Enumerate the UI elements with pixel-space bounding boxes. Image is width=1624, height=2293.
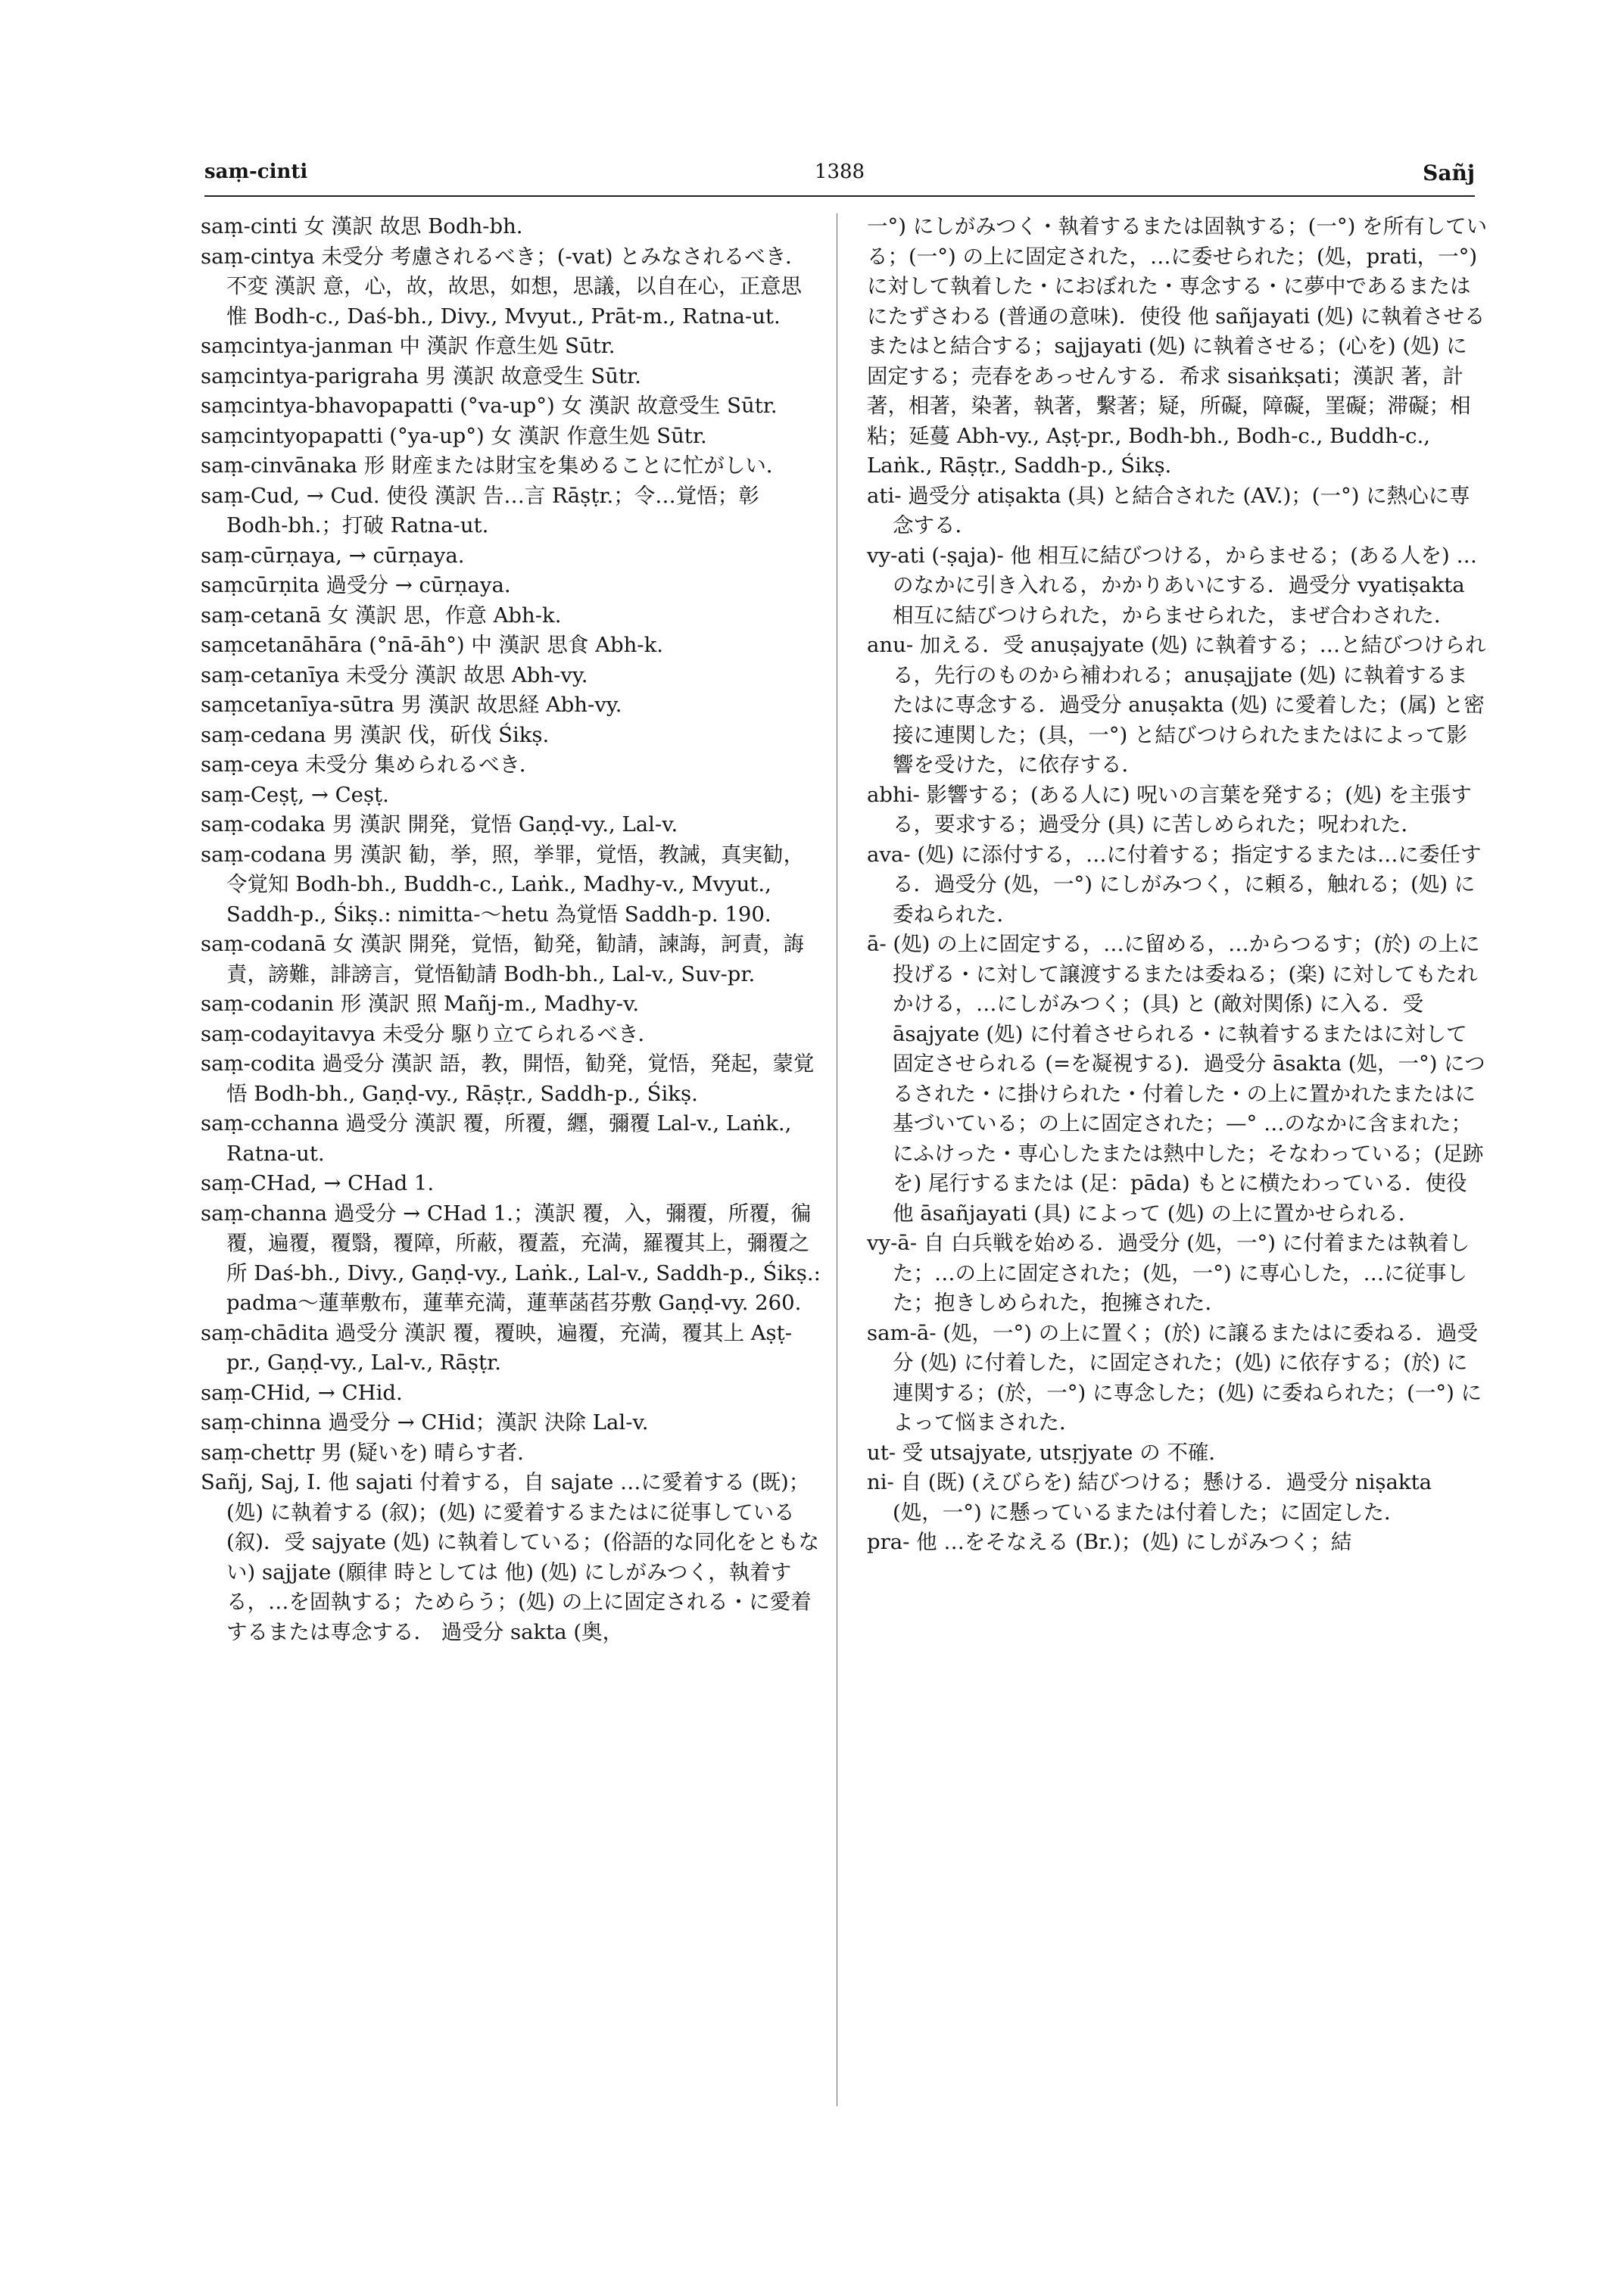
dictionary-entry: saṃ-codaka 男 漢訳 開発，覚悟 Gaṇḍ-vy., Lal-v.	[201, 812, 678, 837]
header-rule	[204, 195, 1475, 197]
dictionary-entry: saṃ-cetanīya 未受分 漢訳 故思 Abh-vy.	[201, 662, 588, 687]
dictionary-entry: saṃ-ceya 未受分 集められるべき．	[201, 752, 541, 777]
dictionary-entry: saṃ-chādita 過受分 漢訳 覆，覆映，遍覆，充満，覆其上 Aṣṭ-pr., Gaṇḍ-vy., Lal-v., Rāṣṭr.	[201, 1320, 793, 1375]
dictionary-entry: saṃcintya-parigraha 男 漢訳 故意受生 Sūtr.	[201, 363, 641, 388]
dictionary-entry: saṃ-Cud, → Cud. 使役 漢訳 告…言 Rāṣṭr.；令…覚悟；彰 Bodh-bh.；打破 Ratna-ut.	[201, 483, 759, 537]
dictionary-entry: saṃ-channa 過受分 → CHad 1.；漢訳 覆，入，彌覆，所覆，徧覆，遍覆，覆翳，覆障，所蔽，覆蓋，充満，羅覆其上，彌覆之所 Daś-bh., Divy., Gaṇḍ-vy., Laṅk., Lal-v., Saddh-p., Śikṣ.: padma～蓮華敷布，蓮華充満，蓮華菡萏芬敷 Gaṇḍ-vy. 260.	[201, 1201, 821, 1315]
dictionary-entry: saṃ-cinti 女 漢訳 故思 Bodh-bh.	[201, 214, 523, 238]
dictionary-entry: saṃ-Ceṣṭ, → Ceṣṭ.	[201, 782, 389, 807]
dictionary-entry: pra- 他 …をそなえる (Br.)；(処) にしがみつく；結	[867, 1530, 1352, 1554]
dictionary-entry: ni- 自 (既) (えびらを) 結びつける；懸ける．過受分 niṣakta (処，一°) に懸っているまたは付着した；に固定した．	[867, 1470, 1432, 1525]
dictionary-entry: saṃcetanīya-sūtra 男 漢訳 故思経 Abh-vy.	[201, 693, 622, 717]
dictionary-entry: saṃcetanāhāra (°nā-āh°) 中 漢訳 思食 Abh-k.	[201, 633, 664, 657]
dictionary-entry: saṃ-cetanā 女 漢訳 思，作意 Abh-k.	[201, 603, 562, 628]
dictionary-entry: saṃ-chinna 過受分 → CHid；漢訳 決除 Lal-v.	[201, 1410, 649, 1435]
dictionary-entry: saṃ-cedana 男 漢訳 伐，斫伐 Śikṣ.	[201, 722, 550, 747]
dictionary-entry: ati- 過受分 atiṣakta (具) と結合された (AV.)；(一°) に熱心に専念する．	[867, 483, 1470, 537]
dictionary-entry: saṃ-cinvānaka 形 財産または財宝を集めることに忙がしい．	[201, 453, 787, 478]
dictionary-entry: saṃcintya-janman 中 漢訳 作意生処 Sūtr.	[201, 334, 616, 358]
dictionary-entry: saṃcintyopapatti (°ya-up°) 女 漢訳 作意生処 Sūtr.	[201, 423, 707, 448]
dictionary-entry: saṃ-chettṛ 男 (疑いを) 晴らす者．	[201, 1440, 538, 1465]
dictionary-entry: vy-ā- 自 白兵戦を始める．過受分 (処，一°) に付着または執着した；…の上に固定された；(処，一°) に専心した，…に従事した；抱きしめられた，抱擁された．	[867, 1231, 1470, 1315]
dictionary-entry: saṃ-CHad, → CHad 1.	[201, 1171, 435, 1195]
dictionary-entry: saṃ-codanin 形 漢訳 照 Mañj-m., Madhy-v.	[201, 992, 640, 1016]
dictionary-entry: abhi- 影響する；(ある人に) 呪いの言葉を発する；(処) を主張する，要求する；過受分 (具) に苦しめられた；呪われた．	[867, 782, 1472, 837]
dictionary-entry: saṃ-codana 男 漢訳 勧，挙，照，挙罪，覚悟，教誡，真実勧，令覚知 Bodh-bh., Buddh-c., Laṅk., Madhy-v., Mvyut., Saddh-p., Śikṣ.: nimitta-～hetu 為覚悟 Saddh-p. 190.	[201, 842, 805, 927]
dictionary-entry: saṃ-cintya 未受分 考慮されるべき；(-vat) とみなされるべき．不変 漢訳 意，心，故，故思，如想，思議，以自在心，正意思惟 Bodh-c., Daś-bh., Divy., Mvyut., Prāt-m., Ratna-ut.	[201, 244, 806, 329]
right-column	[867, 212, 1488, 1558]
dictionary-entry: saṃ-cchanna 過受分 漢訳 覆，所覆，纒，彌覆 Lal-v., Laṅk., Ratna-ut.	[201, 1111, 792, 1166]
dictionary-entry: sam-ā- (処，一°) の上に置く；(於) に譲るまたはに委ねる．過受分 (処) に付着した，に固定された；(処) に依存する；(於) に連関する；(於，一°) に専念した；(処) に委ねられた；(一°) によって悩まされた．	[867, 1320, 1482, 1435]
dictionary-entry: Sañj, Saj, I. 他 sajati 付着する，自 sajate …に愛着する (既)；(処) に執着する (叙)；(処) に愛着するまたはに従事している (叙)．受 sajyate (処) に執着している；(俗語的な同化をともない) sajjate (願律 時としては 他) (処) にしがみつく，執着する，…を固執する；ためらう；(処) の上に固定される・に愛着するまたは専念する． 過受分 sakta (奥，	[201, 1470, 820, 1644]
dictionary-entry: saṃ-codita 過受分 漢訳 語，教，開悟，勧発，覚悟，発起，蒙覚悟 Bodh-bh., Gaṇḍ-vy., Rāṣṭr., Saddh-p., Śikṣ.	[201, 1051, 815, 1106]
page-number: 1388	[814, 160, 865, 183]
dictionary-entry: anu- 加える．受 anuṣajyate (処) に執着する；…と結びつけられる，先行のものから補われる；anuṣajjate (処) に執着するまたはに専念する．過受分 anuṣakta (処) に愛着した；(属) と密接に連関した；(具，一°) と結びつけられたまたはによって影響を受けた，に依存する．	[867, 633, 1486, 777]
dictionary-entry: ava- (処) に添付する，…に付着する；指定するまたは…に委任する．過受分 (処，一°) にしがみつく，に頼る，触れる；(処) に委ねられた．	[867, 842, 1482, 927]
dictionary-entry: saṃ-cūrṇaya, → cūrṇaya.	[201, 543, 465, 568]
dictionary-entry: saṃ-CHid, → CHid.	[201, 1380, 403, 1405]
dictionary-entry: saṃcūrṇita 過受分 → cūrṇaya.	[201, 573, 511, 597]
dictionary-entry: ā- (処) の上に固定する，…に留める，…からつるす；(於) の上に投げる・に対して譲渡するまたは委ねる；(楽) に対してもたれかける，…にしがみつく；(具) と (敵対関係) に入る．受 āsajyate (処) に付着させられる・に執着するまたはに対して固定させられる (=を凝視する)．過受分 āsakta (処，一°) につるされた・に掛けられた・付着した・の上に置かれたまたはに基づいている；の上に固定された；—° …のなかに含まれた；にふけった・専心したまたは熱中した；そなわっている；(足跡を) 尾行するまたは (足：pāda) もとに横たわっている．使役 他 āsañjayati (具) によって (処) の上に置かせられる．	[867, 932, 1485, 1226]
dictionary-entry: vy-ati (-ṣaja)- 他 相互に結びつける，からませる；(ある人を) …のなかに引き入れる，かかりあいにする．過受分 vyatiṣakta 相互に結びつけられた，からませられた，まぜ合わされた．	[867, 543, 1477, 628]
dictionary-entry-continued: 一°) にしがみつく・執着するまたは固執する；(一°) を所有している；(一°) の上に固定された，…に委せられた；(処，prati，一°) に対して執着した・におぼれた・専念する・に夢中であるまたはにたずさわる (普通の意味)．使役 他 sañjayati (処) に執着させるまたはと結合する；sajjayati (処) に執着させる；(心を) (処) に固定する；売春をあっせんする．希求 sisaṅkṣati；漢訳 著，計著，相著，染著，執著，繫著；疑，所礙，障礙，罣礙；滞礙；相粘；延蔓 Abh-vy., Aṣṭ-pr., Bodh-bh., Bodh-c., Buddh-c., Laṅk., Rāṣṭr., Saddh-p., Śikṣ.	[867, 214, 1488, 478]
left-column	[201, 212, 821, 1647]
running-head-left: saṃ-cinti	[204, 160, 308, 183]
dictionary-entry: saṃ-codanā 女 漢訳 開発，覚悟，勧発，勧請，諫誨，訶責，誨責，謗難，誹謗言，覚悟勧請 Bodh-bh., Lal-v., Suv-pr.	[201, 932, 805, 986]
dictionary-entry: ut- 受 utsajyate, utsṛjyate の 不確．	[867, 1440, 1230, 1465]
dictionary-entry: saṃcintya-bhavopapatti (°va-up°) 女 漢訳 故意受生 Sūtr.	[201, 394, 778, 418]
running-head-right: Sañj	[1423, 160, 1475, 185]
page-header	[204, 148, 1475, 188]
dictionary-entry: saṃ-codayitavya 未受分 駆り立てられるべき．	[201, 1021, 659, 1046]
